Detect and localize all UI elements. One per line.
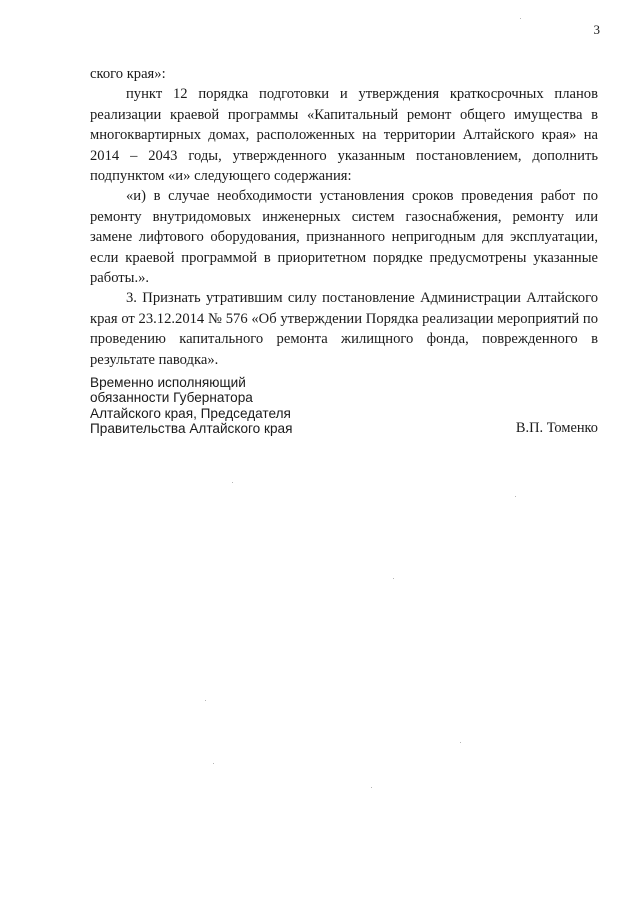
scan-speck — [213, 763, 214, 764]
scan-speck — [520, 18, 521, 19]
scan-speck — [371, 787, 372, 788]
scan-speck — [460, 742, 461, 743]
signatory-name: В.П. Томенко — [515, 420, 598, 437]
scan-speck — [515, 496, 516, 497]
paragraph-continuation: ского края»: — [90, 66, 166, 82]
signatory-position-line: обязанности Губернатора — [90, 390, 253, 406]
signatory-position-line: Правительства Алтайского края — [90, 421, 293, 437]
scan-speck — [232, 482, 233, 483]
signatory-position-line: Временно исполняющий — [90, 375, 246, 390]
paragraph-item-3: 3. Признать утратившим силу постановление Администрации Алтайского края от 23.12.2014 № 576 «Об утверждении Порядка реализации мероприятий по проведению капитального ремонта жилищного фонда, поврежденного в результате паводка». — [90, 290, 598, 368]
paragraph-item-12: пункт 12 порядка подготовки и утверждения краткосрочных планов реализации краевой программы «Капитальный ремонт общего имущества в многоквартирных домах, расположенных на территории Алтайского края» на 2014 – 2043 годы, утвержденного указанным постановлением, дополнить подпунктом «и» следующего содержания: — [90, 86, 598, 185]
signature-block — [90, 375, 598, 437]
document-body — [90, 64, 598, 370]
scan-speck — [393, 578, 394, 579]
page-number: 3 — [593, 22, 600, 37]
paragraph-subitem-i: «и) в случае необходимости установления сроков проведения работ по ремонту внутридомовых инженерных систем газоснабжения, ремонту или замене лифтового оборудования, признанного непригодным для эксплуатации, если краевой программой в приоритетном порядке предусмотрены указанные работы.». — [90, 188, 598, 287]
scan-speck — [205, 700, 206, 701]
signatory-position-line: Алтайского края, Председателя — [90, 405, 291, 421]
